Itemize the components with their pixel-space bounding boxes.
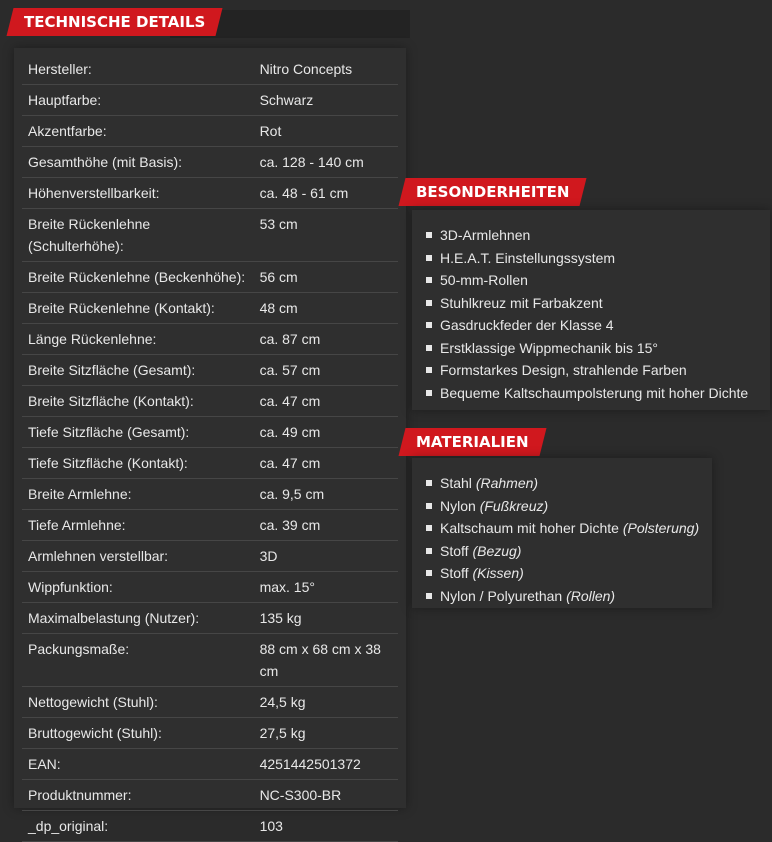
spec-label: Hersteller: — [22, 54, 254, 85]
material-name: Stoff — [440, 542, 469, 559]
bullet-square-icon — [426, 345, 432, 351]
spec-row — [22, 572, 398, 603]
spec-label: Länge Rückenlehne: — [22, 324, 254, 355]
spec-label: Akzentfarbe: — [22, 116, 254, 147]
bullet-square-icon — [426, 367, 432, 373]
spec-label: Tiefe Sitzfläche (Gesamt): — [22, 417, 254, 448]
spec-label: Höhenverstellbarkeit: — [22, 178, 254, 209]
spec-value: ca. 87 cm — [254, 324, 398, 355]
feature-text: 3D-Armlehnen — [440, 227, 531, 243]
spec-row — [22, 687, 398, 718]
feature-text: Bequeme Kaltschaumpolsterung mit hoher Dichte — [440, 384, 749, 401]
material-item — [426, 540, 699, 563]
materials-title: MATERIALIEN — [416, 433, 529, 451]
feature-item — [426, 247, 748, 270]
spec-row — [22, 209, 398, 262]
spec-value: 48 cm — [254, 293, 398, 324]
spec-label: Wippfunktion: — [22, 572, 254, 603]
material-item — [426, 585, 699, 608]
spec-value: 4251442501372 — [254, 749, 398, 780]
materials-list — [426, 472, 699, 607]
spec-row — [22, 355, 398, 386]
spec-row — [22, 386, 398, 417]
spec-value: 27,5 kg — [254, 718, 398, 749]
feature-text: Erstklassige Wippmechanik bis 15° — [440, 339, 659, 356]
spec-row — [22, 811, 398, 842]
spec-value: 3D — [254, 541, 398, 572]
spec-row — [22, 262, 398, 293]
material-item — [426, 562, 699, 585]
spec-value: 103 — [254, 811, 398, 842]
spec-label: Gesamthöhe (mit Basis): — [22, 147, 254, 178]
bullet-square-icon — [426, 548, 432, 554]
spec-row — [22, 749, 398, 780]
spec-value: ca. 47 cm — [254, 448, 398, 479]
spec-value: 56 cm — [254, 262, 398, 293]
spec-row — [22, 510, 398, 541]
spec-label: Tiefe Sitzfläche (Kontakt): — [22, 448, 254, 479]
material-name: Nylon / Polyurethan — [440, 587, 563, 604]
material-usage: (Kissen) — [472, 565, 524, 581]
feature-text: Gasdruckfeder der Klasse 4 — [440, 317, 614, 333]
feature-item — [426, 359, 748, 382]
feature-item — [426, 292, 748, 315]
spec-value: 88 cm x 68 cm x 38 cm — [254, 634, 398, 687]
bullet-square-icon — [426, 300, 432, 306]
spec-row — [22, 147, 398, 178]
feature-item — [426, 382, 748, 405]
spec-row — [22, 85, 398, 116]
spec-value: 135 kg — [254, 603, 398, 634]
spec-label: Breite Rückenlehne (Schulterhöhe): — [22, 209, 254, 262]
spec-row — [22, 541, 398, 572]
spec-label: Bruttogewicht (Stuhl): — [22, 718, 254, 749]
spec-row — [22, 634, 398, 687]
feature-item — [426, 269, 748, 292]
material-usage: (Bezug) — [472, 542, 522, 559]
feature-item — [426, 314, 748, 337]
bullet-square-icon — [426, 570, 432, 576]
spec-row — [22, 324, 398, 355]
feature-item — [426, 337, 748, 360]
spec-value: ca. 57 cm — [254, 355, 398, 386]
bullet-square-icon — [426, 503, 432, 509]
spec-row — [22, 479, 398, 510]
material-name: Stoff — [440, 565, 469, 581]
material-usage: (Polsterung) — [622, 520, 700, 536]
feature-text: Stuhlkreuz mit Farbakzent — [440, 294, 603, 311]
material-name: Kaltschaum mit hoher Dichte — [440, 520, 619, 536]
spec-value: NC-S300-BR — [254, 780, 398, 811]
bullet-square-icon — [426, 232, 432, 238]
spec-row — [22, 718, 398, 749]
spec-label: Tiefe Armlehne: — [22, 510, 254, 541]
spec-label: Armlehnen verstellbar: — [22, 541, 254, 572]
features-list — [426, 224, 748, 404]
spec-value: Schwarz — [254, 85, 398, 116]
materials-heading — [399, 428, 547, 456]
feature-item — [426, 224, 748, 247]
spec-label: Hauptfarbe: — [22, 85, 254, 116]
material-item — [426, 495, 699, 518]
bullet-square-icon — [426, 277, 432, 283]
material-item — [426, 517, 699, 540]
bullet-square-icon — [426, 390, 432, 396]
spec-value: Rot — [254, 116, 398, 147]
material-usage: (Rahmen) — [475, 475, 539, 491]
spec-row — [22, 54, 398, 85]
spec-row — [22, 116, 398, 147]
spec-value: ca. 47 cm — [254, 386, 398, 417]
spec-value: ca. 128 - 140 cm — [254, 147, 398, 178]
spec-label: Nettogewicht (Stuhl): — [22, 687, 254, 718]
specs-table — [22, 54, 398, 842]
specs-table-body — [22, 54, 398, 842]
spec-row — [22, 448, 398, 479]
features-heading — [399, 178, 587, 206]
spec-label: Breite Rückenlehne (Beckenhöhe): — [22, 262, 254, 293]
material-usage: (Fußkreuz) — [479, 497, 549, 514]
material-name: Nylon — [440, 497, 476, 514]
material-usage: (Rollen) — [566, 587, 616, 604]
bullet-square-icon — [426, 322, 432, 328]
spec-label: Packungsmaße: — [22, 634, 254, 687]
feature-text: 50-mm-Rollen — [440, 272, 528, 288]
spec-value: ca. 9,5 cm — [254, 479, 398, 510]
spec-value: ca. 49 cm — [254, 417, 398, 448]
spec-row — [22, 293, 398, 324]
spec-label: _dp_original: — [22, 811, 254, 842]
spec-label: EAN: — [22, 749, 254, 780]
spec-row — [22, 780, 398, 811]
spec-label: Produktnummer: — [22, 780, 254, 811]
bullet-square-icon — [426, 255, 432, 261]
material-name: Stahl — [440, 475, 472, 491]
features-title: BESONDERHEITEN — [416, 183, 570, 201]
bullet-square-icon — [426, 480, 432, 486]
material-item — [426, 472, 699, 495]
spec-row — [22, 603, 398, 634]
bullet-square-icon — [426, 593, 432, 599]
spec-label: Breite Armlehne: — [22, 479, 254, 510]
bullet-square-icon — [426, 525, 432, 531]
spec-row — [22, 178, 398, 209]
spec-value: max. 15° — [254, 572, 398, 603]
spec-label: Breite Sitzfläche (Kontakt): — [22, 386, 254, 417]
spec-row — [22, 417, 398, 448]
spec-label: Maximalbelastung (Nutzer): — [22, 603, 254, 634]
technical-details-heading — [7, 8, 223, 36]
spec-value: ca. 39 cm — [254, 510, 398, 541]
spec-value: 53 cm — [254, 209, 398, 262]
spec-value: 24,5 kg — [254, 687, 398, 718]
technical-details-title: TECHNISCHE DETAILS — [24, 13, 206, 31]
spec-label: Breite Rückenlehne (Kontakt): — [22, 293, 254, 324]
feature-text: Formstarkes Design, strahlende Farben — [440, 362, 687, 378]
spec-value: Nitro Concepts — [254, 54, 398, 85]
feature-text: H.E.A.T. Einstellungssystem — [440, 249, 616, 266]
spec-value: ca. 48 - 61 cm — [254, 178, 398, 209]
spec-label: Breite Sitzfläche (Gesamt): — [22, 355, 254, 386]
